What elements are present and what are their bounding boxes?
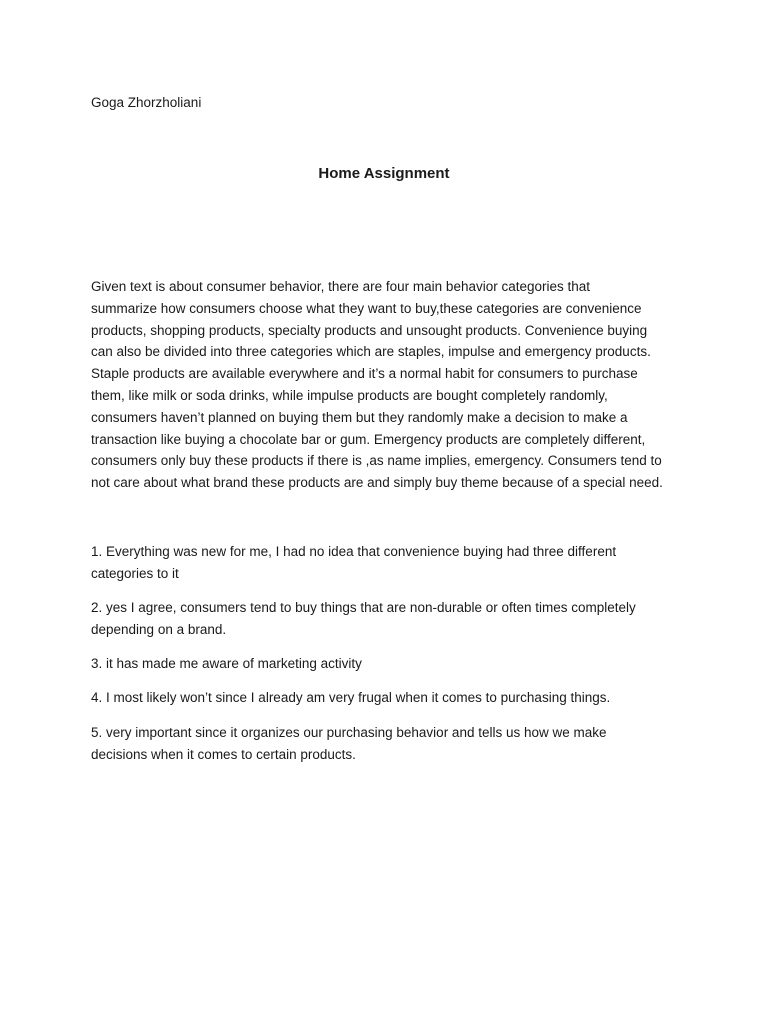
answer-item: 1. Everything was new for me, I had no idea that convenience buying had three different categories to it: [91, 544, 617, 581]
intro-paragraph: Given text is about consumer behavior, there are four main behavior categories that summarize how consumers choose what they want to buy,these categories are convenience products, shopping products, specialty products and unsought products. Convenience buying can also be divided into three categories which are staples, impulse and emergency products. Staple products are available everywhere and it’s a normal habit for consumers to purchase them, like milk or soda drinks, while impulse products are bought completely randomly, consumers haven’t planned on buying them but they randomly make a decision to make a transaction like buying a chocolate bar or gum. Emergency products are completely different, consumers only buy these products if there is ,as name implies, emergency. Consumers tend to not care about what brand these products are and simply buy theme because of a special need.: [91, 279, 663, 491]
answer-item: 3. it has made me aware of marketing activity: [91, 656, 362, 672]
answer-item: 5. very important since it organizes our purchasing behavior and tells us how we make decisions when it comes to certain products.: [91, 724, 607, 762]
author-name: Goga Zhorzholiani: [91, 95, 202, 110]
answers-list: [91, 541, 691, 778]
answer-item: 2. yes I agree, consumers tend to buy things that are non-durable or often times completely depending on a brand.: [91, 600, 636, 637]
answer-item: 4. I most likely won’t since I already am very frugal when it comes to purchasing things.: [91, 690, 611, 706]
document-title: Home Assignment: [318, 165, 450, 182]
